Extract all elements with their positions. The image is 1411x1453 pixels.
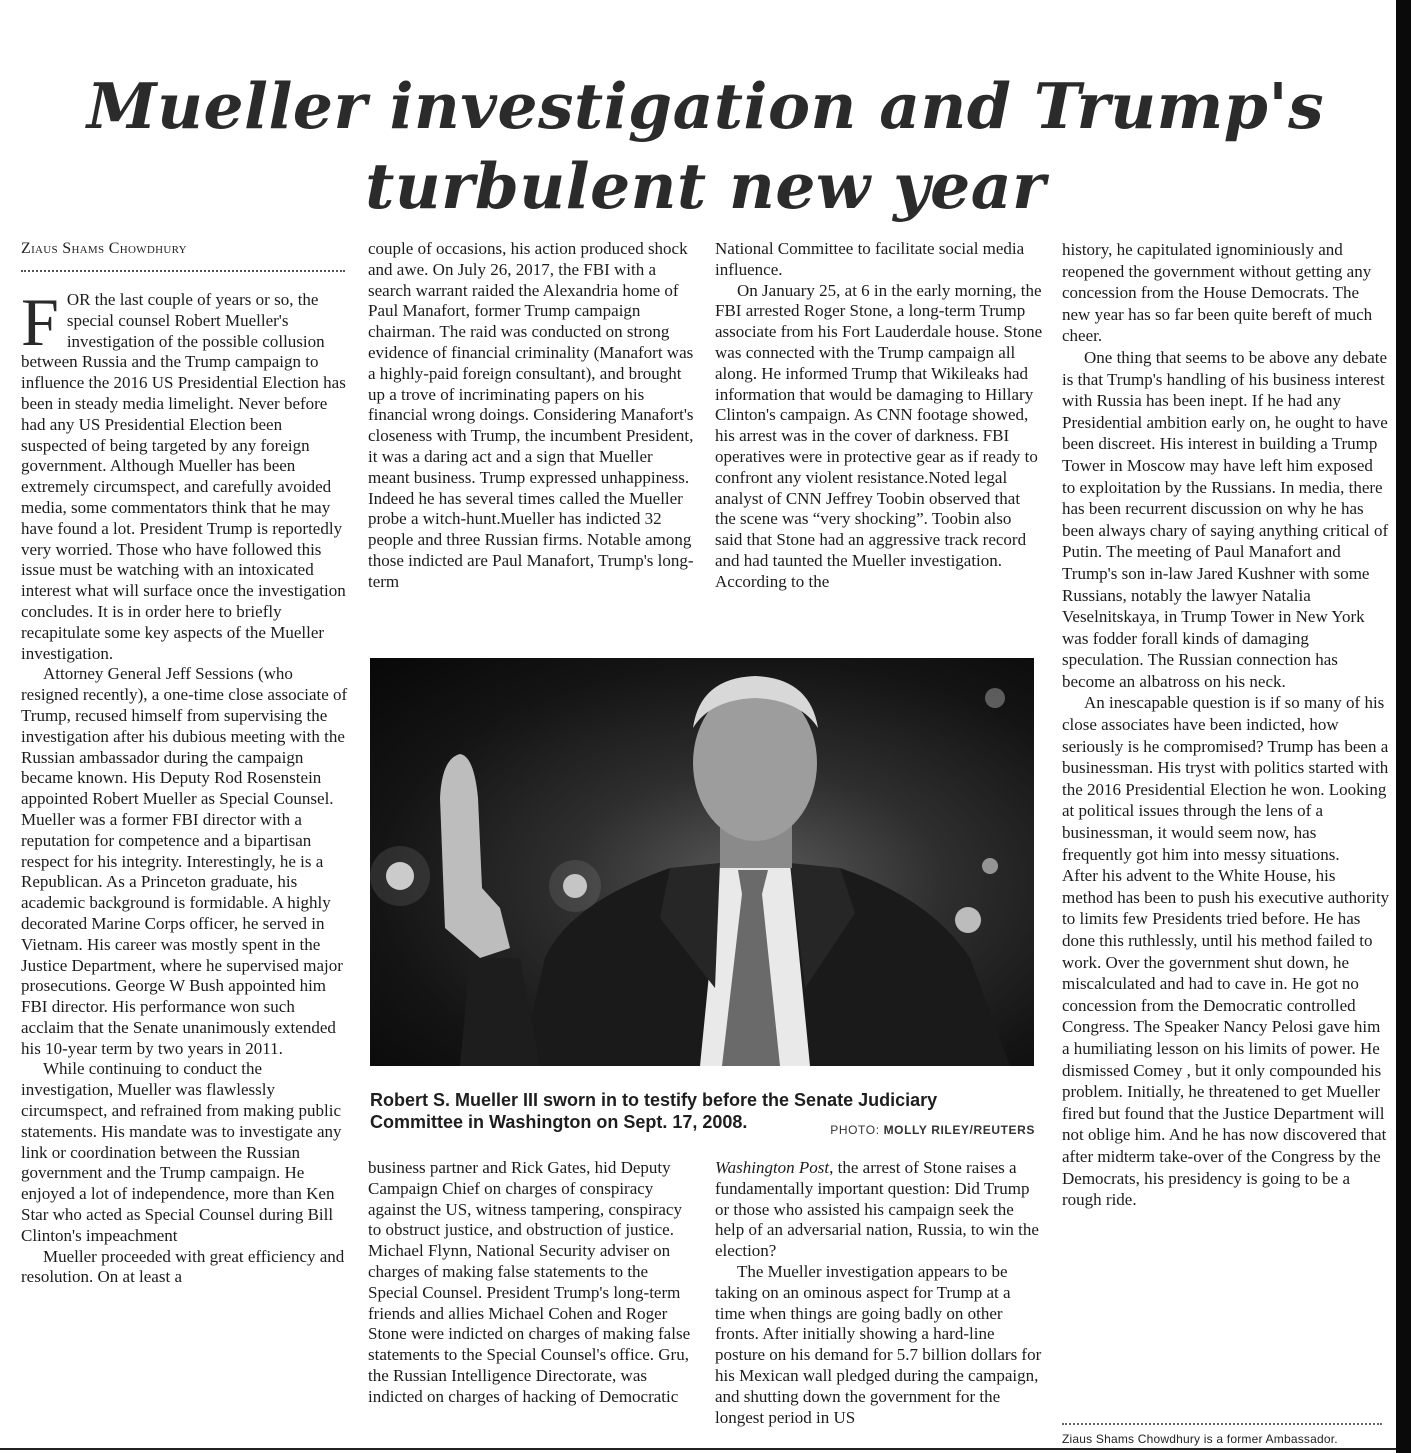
column-2-bottom [368,1158,698,1408]
column-2-top [368,239,694,593]
paragraph: On January 25, at 6 in the early morning, the FBI arrested Roger Stone, a long-term Trump associate from his Fort Lauderdale house. Stone was connected with the Trump campaign all along. He informed Trump that Wikileaks had information that would be damaging to Hillary Clinton's campaign. As CNN footage showed, his arrest was in the cover of darkness. FBI operatives were in protective gear as if ready to confront any violent resistance.Noted legal analyst of CNN Jeffrey Toobin observed that the scene was “very shocking”. Toobin also said that Stone had an aggressive track record and had taunted the Mueller investigation. According to the [715,280,1043,591]
paragraph-text: OR the last couple of years or so, the special counsel Robert Mueller's investigation of the possible collusion between Russia and the Trump campaign to influence the 2016 US Presidential Election has been in steady media limelight. Never before had any US Presidential Election been suspected of being targeted by any foreign government. Although Mueller has been extremely circumspect, and carefully avoided media, some commentators think that he may have found a lot. President Trump is reportedly very worried. Those who have followed this issue must be watching with an intoxicated interest what will surface once the investigation concludes. It is in order here to briefly recapitulate some key aspects of the Mueller investigation. [21,290,346,663]
photo-credit-name: MOLLY RILEY/REUTERS [883,1123,1035,1137]
photo-credit [770,1123,1035,1137]
publication-name: Washington Post [715,1158,830,1177]
paragraph: After his advent to the White House, his method has been to push his executive authority to limits few Presidents tried before. He has done this ruthlessly, until his method failed to work. Over the government shut down, he miscalculated and had to cave in. He got no concession from the Democratic controlled Congress. The Speaker Nancy Pelosi gave him a humiliating lesson on his limits of power. He dismissed Comey , but it only compounded his problem. Initially, he threatened to get Mueller fired but found that the Justice Department will not oblige him. And he has now discovered that after midterm take-over of the Congress by the Democrats, his presidency is going to be a rough ride. [1062,866,1390,1210]
paragraph [21,284,351,664]
headline-line-2: turbulent new year [365,149,1046,223]
paragraph: The Mueller investigation appears to be taking on an ominous aspect for Trump at a time when things are going badly on other fronts. After initially showing a hard-line posture on his demand for 5.7 billion dollars for his Mexican wall pledged during the campaign, and shutting down the government for the longest period in US [715,1261,1042,1427]
paragraph [715,1158,1045,1262]
column-4 [1062,239,1390,1211]
paragraph-text: , the arrest of Stone raises a fundamentally important question: Did Trump or those who assisted his campaign seek the help of an adversarial nation, Russia, to win the election? [715,1158,1039,1261]
paragraph: Mueller proceeded with great efficiency and resolution. On at least a [21,1246,345,1287]
footer-divider [1062,1423,1382,1425]
photo-caption: Robert S. Mueller III sworn in to testify before the Senate Judiciary Committee in Washington on Sept. 17, 2008. [370,1090,938,1132]
column-3-bottom [715,1158,1045,1428]
paragraph: couple of occasions, his action produced shock and awe. On July 26, 2017, the FBI with a search warrant raided the Alexandria home of Paul Manafort, former Trump campaign chairman. The raid was conducted on strong evidence of financial criminality (Manafort was a highly-paid foreign consultant), and brought up a trove of incriminating papers on his financial wrong doings. Considering Manafort's closeness with Trump, the incumbent President, it was a daring act and a sign that Mueller meant business. Trump expressed unhappiness. Indeed he has several times called the Mueller probe a witch-hunt.Mueller has indicted 32 people and three Russian firms. Notable among those indicted are Paul Manafort, Trump's long-term [368,239,694,591]
paragraph: While continuing to conduct the investigation, Mueller was flawlessly circumspect, and refrained from making public statements. His mandate was to investigate any link or coordination between the Russian government and the Trump campaign. He enjoyed a lot of independence, more than Ken Star who acted as Special Counsel during Bill Clinton's impeachment [21,1059,342,1245]
author-byline: Ziaus Shams Chowdhury [21,240,187,257]
paragraph: history, he capitulated ignominiously and reopened the government without getting any concession from the House Democrats. The new year has so far been quite bereft of much cheer. [1062,240,1373,346]
paragraph: Attorney General Jeff Sessions (who resigned recently), a one-time close associate of Trump, recused himself from supervising the investigation after his dubious meeting with the Russian ambassador during the campaign became known. His Deputy Rod Rosenstein appointed Robert Mueller as Special Counsel. Mueller was a former FBI director with a reputation for competence and a bipartisan respect for his integrity. Interestingly, he is a Republican. As a Princeton graduate, his academic background is formidable. A highly decorated Marine Corps officer, he served in Vietnam. His career was mostly spent in the Justice Department, where he supervised major prosecutions. George W Bush appointed him FBI director. His performance won such acclaim that the Senate unanimously extended his 10-year term by two years in 2011. [21,664,348,1058]
column-1 [21,284,351,1288]
paragraph: An inescapable question is if so many of his close associates have been indicted, how seriously is he compromised? Trump has been a businessman. His tryst with politics started with the 2016 Presidential Election he won. Looking at political issues through the lens of a businessman, it would seem now, has frequently got him into messy situations. [1062,693,1389,864]
paragraph: One thing that seems to be above any debate is that Trump's handling of his business interest with Russia has been inept. If he had any Presidential ambition early on, he ought to have been discreet. His interest in building a Trump Tower in Moscow may have left him exposed to exploitation by the Russians. In media, there has been recurrent discussion on why he has been always chary of saying anything critical of Putin. The meeting of Paul Manafort and Trump's son in-law Jared Kushner with some Russians, notably the lawyer Natalia Veselnitskaya, in Trump Tower in New York was fodder forall kinds of damaging speculation. The Russian connection has become an albatross on his neck. [1062,347,1389,691]
paragraph: National Committee to facilitate social media influence. [715,239,1025,279]
headline-line-1: Mueller investigation and Trump's [86,69,1325,143]
paragraph: business partner and Rick Gates, hid Deputy Campaign Chief on charges of conspiracy against the US, witness tampering, conspiracy to obstruct justice, and obstruction of justice. Michael Flynn, National Security adviser on charges of making false statements to the Special Counsel. President Trump's long-term friends and allies Michael Cohen and Roger Stone were indicted on charges of making false statements to the Special Counsel's office. Gru, the Russian Intelligence Directorate, was indicted on charges of hacking of Democratic [368,1158,691,1406]
byline-divider [21,270,345,272]
photo-credit-label: PHOTO: [830,1123,880,1137]
photo-illustration [370,658,1034,1066]
drop-cap: F [21,284,59,360]
news-photo [370,658,1034,1066]
page-bottom-rule [0,1448,1396,1450]
column-3-top [715,239,1043,593]
author-note: Ziaus Shams Chowdhury is a former Ambassador. [1062,1432,1338,1446]
headline [0,66,1411,226]
